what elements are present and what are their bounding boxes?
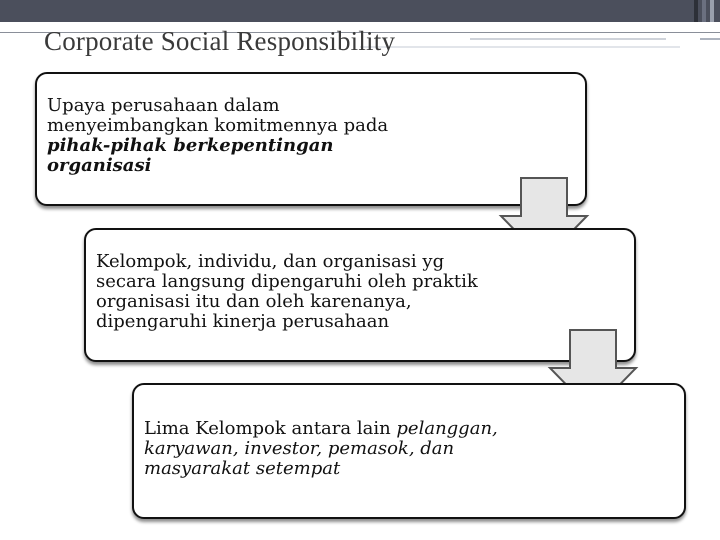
- top-banner: [0, 0, 720, 22]
- box-text-line: karyawan, investor, pemasok, dan: [144, 438, 455, 459]
- header-accent-line: [700, 38, 720, 40]
- box-text-line: dipengaruhi kinerja perusahaan: [96, 311, 390, 332]
- header-accent-line: [360, 46, 680, 48]
- slide-title: Corporate Social Responsibility: [44, 26, 396, 56]
- box-text-line: organisasi: [47, 155, 152, 176]
- box-text-line: Upaya perusahaan dalam: [47, 95, 280, 116]
- header-accent-line: [470, 38, 666, 40]
- box-text-line: masyarakat setempat: [144, 458, 341, 479]
- box-text-line: Kelompok, individu, dan organisasi yg: [96, 251, 445, 272]
- box-text-line: pihak-pihak berkepentingan: [47, 135, 334, 156]
- stakeholder-groups-box: [132, 383, 686, 519]
- banner-stripe: [710, 0, 714, 22]
- box-text-line: organisasi itu dan oleh karenanya,: [96, 291, 412, 312]
- box-text-line: menyeimbangkan komitmennya pada: [47, 115, 389, 136]
- banner-stripe: [694, 0, 698, 22]
- banner-stripe: [702, 0, 706, 22]
- box-text-line: [144, 419, 684, 439]
- box-text-plain: Lima Kelompok antara lain: [144, 418, 397, 439]
- box-text-italic: pelanggan,: [396, 418, 498, 439]
- box-text-line: secara langsung dipengaruhi oleh praktik: [96, 271, 478, 292]
